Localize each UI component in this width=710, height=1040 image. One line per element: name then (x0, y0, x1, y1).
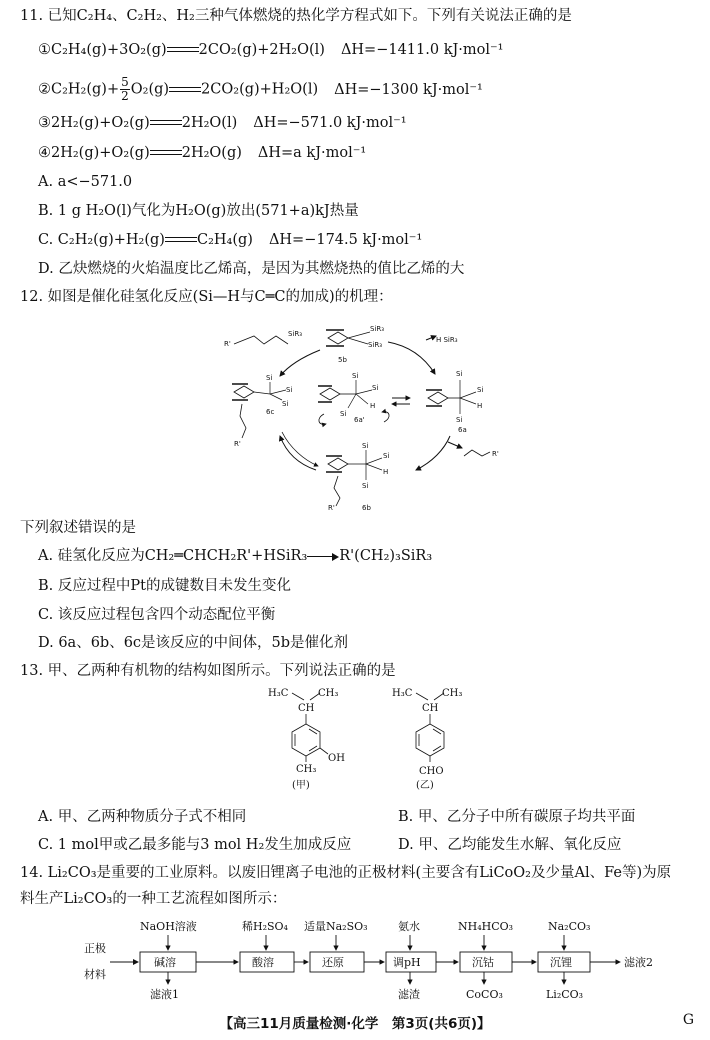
equals-sign-icon (150, 148, 182, 158)
svg-text:CH₃: CH₃ (318, 688, 339, 699)
complex-5b (326, 325, 384, 364)
svg-text:Si: Si (362, 442, 369, 450)
q12-option-a: A. 硅氢化反应为CH₂═CHCH₂R'+HSiR₃ R'(CH₂)₃SiR₃ (38, 548, 433, 564)
product-sir3-label: SiR₃ (288, 330, 303, 338)
svg-text:Si: Si (286, 386, 293, 394)
label-jia: (甲) (292, 780, 310, 791)
svg-text:OH: OH (328, 753, 345, 764)
output-residue: 滤渣 (398, 988, 420, 1001)
hsir3-label: H SiR₃ (436, 336, 458, 344)
complex-6a (426, 370, 483, 434)
svg-text:Si: Si (372, 384, 379, 392)
svg-text:R': R' (492, 450, 499, 458)
structure-jia (268, 688, 345, 791)
catalytic-cycle-figure (220, 318, 510, 514)
q13-option-a: A. 甲、乙两种物质分子式不相同 (38, 809, 247, 825)
reagent-na2co3: Na₂CO₃ (548, 920, 591, 933)
svg-text:Si: Si (456, 370, 463, 378)
svg-text:CH: CH (298, 703, 315, 714)
svg-text:Si: Si (456, 416, 463, 424)
q12-stem: 12. 如图是催化硅氢化反应(Si—H与C═C的加成)的机理： (20, 289, 393, 305)
reagent-h2so4: 稀H₂SO₄ (242, 920, 288, 933)
reagent-ammonia: 氨水 (398, 920, 420, 933)
q12-option-b: B. 反应过程中Pt的成键数目未发生变化 (38, 578, 291, 594)
svg-text:H: H (383, 468, 389, 476)
flow-start-line1: 正极 (84, 942, 106, 955)
step-precipitate-lithium: 沉锂 (550, 956, 572, 969)
svg-text:H: H (370, 402, 376, 410)
q11-option-a: A. a<−571.0 (38, 174, 133, 190)
label-6a-prime: 6a' (354, 416, 365, 424)
complex-6b (326, 442, 389, 512)
svg-text:SiR₃: SiR₃ (370, 325, 385, 333)
equals-sign-icon (165, 235, 197, 245)
svg-text:H: H (477, 402, 483, 410)
fraction: $\frac{5}{2}$ (121, 75, 129, 103)
step-alkali-dissolve: 碱溶 (154, 956, 176, 969)
page-footer: 【高三11月质量检测·化学 第3页(共6页)】 (219, 1016, 491, 1032)
q11-eq4: ④2H₂(g)+O₂(g) 2H₂O(g) ΔH=a kJ·mol⁻¹ (38, 145, 367, 161)
q11-eq3: ③2H₂(g)+O₂(g) 2H₂O(l) ΔH=−571.0 kJ·mol⁻¹ (38, 115, 407, 131)
q12-option-d: D. 6a、6b、6c是该反应的中间体，5b是催化剂 (38, 635, 349, 651)
svg-text:Si: Si (362, 482, 369, 490)
reaction-arrow-icon (307, 551, 339, 561)
svg-text:CH₃: CH₃ (296, 764, 317, 775)
product-chain (234, 336, 288, 344)
complex-6c (232, 374, 292, 448)
flow-start-line2: 材料 (84, 968, 106, 981)
svg-text:SiR₃: SiR₃ (368, 341, 383, 349)
svg-text:H₃C: H₃C (392, 688, 413, 699)
reagent-na2so3: 适量Na₂SO₃ (304, 920, 368, 933)
label-6b: 6b (362, 504, 371, 512)
flow-end-filtrate2: 滤液2 (624, 956, 653, 969)
step-precipitate-cobalt: 沉钴 (472, 956, 494, 969)
reagent-naoh: NaOH溶液 (140, 920, 197, 933)
q11-option-b: B. 1 g H₂O(l)气化为H₂O(g)放出(571+a)kJ热量 (38, 203, 359, 219)
q14-stem-line2: 料生产Li₂CO₃的一种工艺流程如图所示： (20, 891, 287, 907)
label-6c: 6c (266, 408, 275, 416)
complex-6a-prime (318, 372, 389, 424)
svg-text:H₃C: H₃C (268, 688, 289, 699)
svg-text:CH₃: CH₃ (442, 688, 463, 699)
q13-option-b: B. 甲、乙分子中所有碳原子均共平面 (398, 809, 636, 825)
svg-text:Si: Si (282, 400, 289, 408)
q11-eq2: ②C₂H₂(g)+ $\frac{5}{2}$ O₂(g) 2CO₂(g)+H₂O(l) ΔH=−1300 kJ·mol⁻¹ (38, 75, 483, 103)
svg-text:Si: Si (477, 386, 484, 394)
label-6a: 6a (458, 426, 467, 434)
svg-text:CHO: CHO (419, 766, 444, 777)
label-5b: 5b (338, 356, 347, 364)
footer-code: G (682, 1012, 694, 1028)
arrow-6a-to-6b (416, 436, 450, 470)
svg-text:Si: Si (340, 410, 347, 418)
step-acid-dissolve: 酸溶 (252, 956, 274, 969)
structure-yi (392, 688, 462, 791)
process-flow-chart (80, 918, 700, 1008)
q13-option-c: C. 1 mol甲或乙最多能与3 mol H₂发生加成反应 (38, 837, 352, 853)
equals-sign-icon (169, 85, 201, 95)
arrow-5b-to-6a (388, 342, 435, 374)
equals-sign-icon (150, 118, 182, 128)
label-yi: (乙) (416, 780, 434, 791)
svg-text:R': R' (234, 440, 241, 448)
q11-eq1: ①C₂H₄(g)+3O₂(g) 2CO₂(g)+2H₂O(l) ΔH=−1411.0 kJ·mol⁻¹ (38, 42, 504, 58)
svg-text:CH: CH (422, 703, 439, 714)
q13-option-d: D. 甲、乙均能发生水解、氧化反应 (398, 837, 622, 853)
q11-option-c: C. C₂H₂(g)+H₂(g) C₂H₄(g) ΔH=−174.5 kJ·mol⁻¹ (38, 232, 423, 248)
equals-sign-icon (167, 45, 199, 55)
output-coco3: CoCO₃ (466, 988, 503, 1001)
q13-stem: 13. 甲、乙两种有机物的结构如图所示。下列说法正确的是 (20, 663, 396, 679)
svg-text:R': R' (328, 504, 335, 512)
q11-option-d: D. 乙炔燃烧的火焰温度比乙烯高，是因为其燃烧热的值比乙烯的大 (38, 261, 465, 277)
step-reduce: 还原 (322, 956, 344, 969)
svg-text:Si: Si (352, 372, 359, 380)
q12-option-c: C. 该反应过程包含四个动态配位平衡 (38, 607, 276, 623)
output-li2co3: Li₂CO₃ (546, 988, 584, 1001)
svg-text:Si: Si (266, 374, 273, 382)
q11-stem: 11. 已知C₂H₄、C₂H₂、H₂三种气体燃烧的热化学方程式如下。下列有关说法正确的是 (20, 8, 572, 24)
q12-lead: 下列叙述错误的是 (20, 520, 136, 536)
product-r-label: R' (224, 340, 231, 348)
output-filtrate1: 滤液1 (150, 988, 179, 1001)
structures-figure (268, 684, 488, 796)
svg-text:Si: Si (383, 452, 390, 460)
q14-stem-line1: 14. Li₂CO₃是重要的工业原料。以废旧锂离子电池的正极材料(主要含有LiCoO₂及少量Al、Fe等)为原 (20, 865, 672, 881)
arrow-5b-to-6c (280, 350, 320, 376)
step-adjust-ph: 调pH (393, 956, 421, 969)
reagent-nh4hco3: NH₄HCO₃ (458, 920, 514, 933)
